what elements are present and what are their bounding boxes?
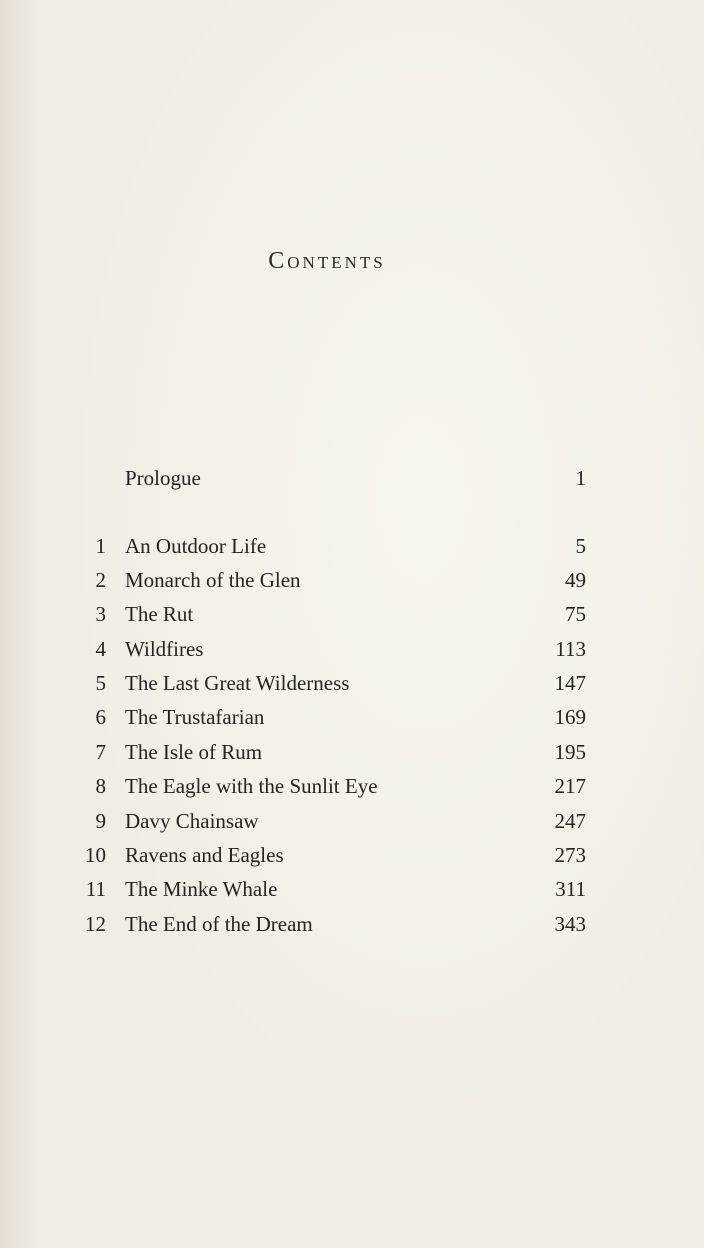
chapter-number: 12 — [85, 912, 106, 936]
chapter-number: 1 — [95, 534, 106, 558]
entry-title: The Last Great Wilderness — [125, 671, 350, 695]
entry-page: 247 — [554, 809, 586, 833]
entry-page: 5 — [575, 534, 586, 558]
entry-title: The Isle of Rum — [125, 740, 263, 764]
entry-page: 1 — [575, 466, 586, 490]
entry-title: Ravens and Eagles — [125, 843, 284, 867]
entry-title: Wildfires — [125, 637, 204, 661]
toc-entry-chapter — [0, 702, 704, 732]
entry-title: The Minke Whale — [125, 877, 278, 901]
toc-entry-prologue — [0, 463, 704, 493]
chapter-number: 5 — [95, 671, 106, 695]
entry-page: 217 — [554, 774, 586, 798]
entry-title: The End of the Dream — [125, 912, 313, 936]
entry-page: 273 — [554, 843, 586, 867]
toc-entry-chapter — [0, 909, 704, 939]
chapter-number: 8 — [95, 774, 106, 798]
entry-page: 169 — [554, 705, 586, 729]
chapter-number: 6 — [95, 705, 106, 729]
entry-page: 113 — [555, 637, 586, 661]
entry-title: Davy Chainsaw — [125, 809, 259, 833]
entry-page: 75 — [565, 602, 586, 626]
toc-entry-chapter — [0, 806, 704, 836]
entry-title: The Eagle with the Sunlit Eye — [125, 774, 378, 798]
entry-title: Monarch of the Glen — [125, 568, 301, 592]
chapter-number: 3 — [95, 602, 106, 626]
toc-entry-chapter — [0, 668, 704, 698]
entry-title: The Trustafarian — [125, 705, 265, 729]
toc-entry-chapter — [0, 874, 704, 904]
chapter-number: 11 — [85, 877, 106, 901]
contents-heading: Contents — [268, 248, 386, 274]
toc-entry-chapter — [0, 599, 704, 629]
toc-entry-chapter — [0, 565, 704, 595]
chapter-number: 2 — [95, 568, 106, 592]
entry-page: 195 — [554, 740, 586, 764]
chapter-number: 4 — [95, 637, 106, 661]
entry-title: An Outdoor Life — [125, 534, 267, 558]
toc-entry-chapter — [0, 531, 704, 561]
entry-page: 343 — [554, 912, 586, 936]
chapter-number: 10 — [85, 843, 106, 867]
toc-entry-chapter — [0, 737, 704, 767]
chapter-number: 9 — [95, 809, 106, 833]
entry-title: Prologue — [125, 466, 201, 490]
entry-page: 147 — [554, 671, 586, 695]
entry-page: 311 — [555, 877, 586, 901]
entry-page: 49 — [565, 568, 586, 592]
chapter-number: 7 — [95, 740, 106, 764]
toc-entry-chapter — [0, 634, 704, 664]
entry-title: The Rut — [125, 602, 194, 626]
toc-entry-chapter — [0, 840, 704, 870]
toc-entry-chapter — [0, 771, 704, 801]
